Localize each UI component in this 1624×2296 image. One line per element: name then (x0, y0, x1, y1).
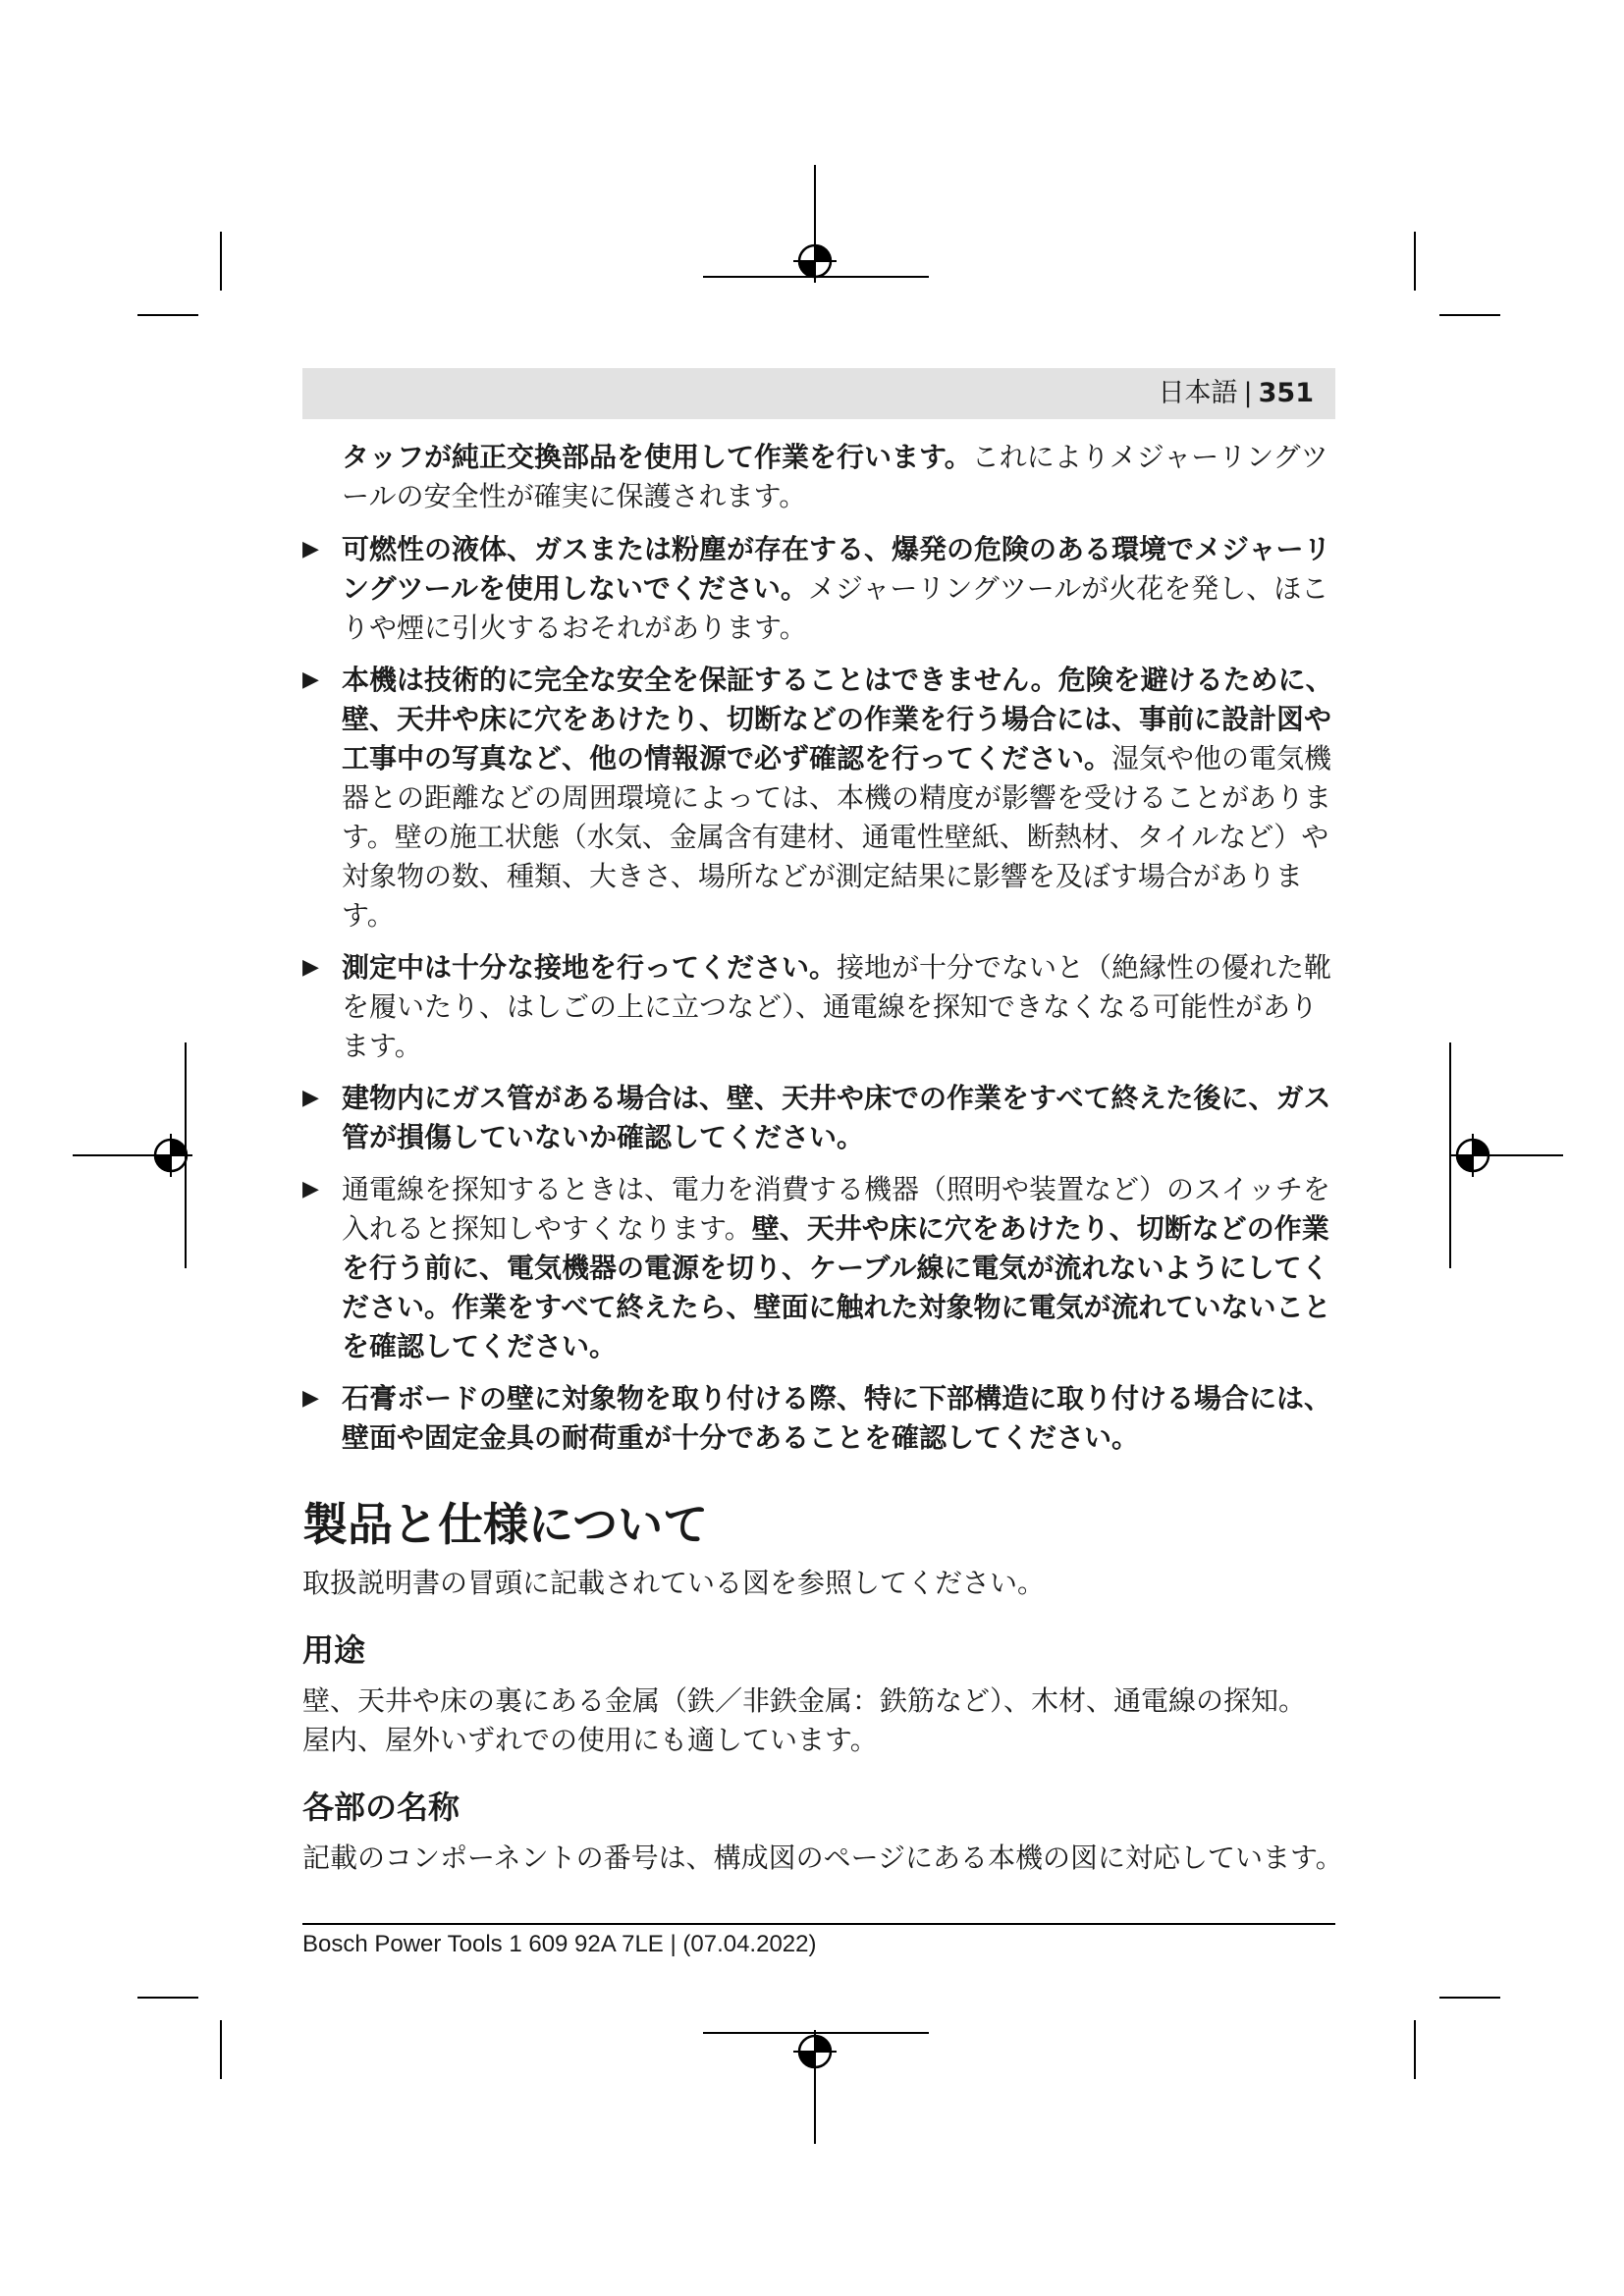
section-intro: 取扱説明書の冒頭に記載されている図を参照してください。 (302, 1567, 1046, 1599)
list-item (302, 530, 1343, 648)
footer-rule (302, 1923, 1335, 1925)
crop-line (220, 2020, 222, 2079)
crop-line (1414, 2020, 1416, 2079)
list-item (302, 1379, 1343, 1458)
bullet-arrow-icon: ▶ (302, 537, 319, 561)
parts-title: 各部の名称 (302, 1789, 460, 1826)
bullet-bold: 本機は技術的に完全な安全を保証することはできません。危険を避けるために、壁、天井や床に穴をあけたり、切断などの作業を行う場合には、事前に設計図や工事中の写真など、他の情報源で必ず確認を行ってください。 (342, 664, 1333, 774)
registration-mark-icon (149, 1134, 192, 1177)
bullet-arrow-icon: ▶ (302, 1177, 319, 1201)
bullet-text: 接地が十分でないと（絶縁性の優れた靴を履いたり、はしごの上に立つなど）、通電線を探知できなくなる可能性があります。 (342, 951, 1332, 1062)
list-item (302, 948, 1343, 1066)
bullet-bold: 可燃性の液体、ガスまたは粉塵が存在する、爆発の危険のある環境でメジャーリングツールを使用しないでください。 (342, 533, 1331, 605)
crop-line (137, 314, 198, 316)
bullet-bold: 壁、天井や床に穴をあけたり、切断などの作業を行う前に、電気機器の電源を切り、ケーブル線に電気が流れないようにしてください。作業をすべて終えたら、壁面に触れた対象物に電気が流れていないことを確認してください。 (342, 1212, 1331, 1362)
list-item (302, 1079, 1343, 1157)
usage-title: 用途 (302, 1631, 366, 1669)
bullet-text: メジャーリングツールが火花を発し、ほこりや煙に引火するおそれがあります。 (342, 572, 1329, 644)
header-language: 日本語 (1158, 378, 1238, 408)
intro-bold: タッフが純正交換部品を使用して作業を行います。 (342, 441, 972, 473)
bullet-bold: 測定中は十分な接地を行ってください。 (342, 951, 838, 984)
crop-line (1414, 232, 1416, 291)
bullet-bold: 建物内にガス管がある場合は、壁、天井や床での作業をすべて終えた後に、ガス管が損傷していないか確認してください。 (342, 1082, 1331, 1153)
bullet-bold: 石膏ボードの壁に対象物を取り付ける際、特に下部構造に取り付ける場合には、壁面や固定金具の耐荷重が十分であることを確認してください。 (342, 1382, 1332, 1454)
crop-line (220, 232, 222, 291)
safety-list (302, 530, 1343, 1458)
parts-text: 記載のコンポーネントの番号は、構成図のページにある本機の図に対応しています。 (302, 1842, 1343, 1874)
footer-text: Bosch Power Tools 1 609 92A 7LE | (07.04.2022) (302, 1931, 817, 1957)
usage-text-2: 屋内、屋外いずれでの使用にも適しています。 (302, 1724, 878, 1756)
header-text (1159, 377, 1314, 410)
page-header (302, 368, 1335, 419)
bullet-arrow-icon: ▶ (302, 1086, 319, 1110)
list-item (302, 1170, 1343, 1366)
crop-line (137, 1997, 198, 1999)
intro-paragraph (342, 438, 1343, 516)
usage-text-1: 壁、天井や床の裏にある金属（鉄／非鉄金属：鉄筋など）、木材、通電線の探知。 (302, 1684, 1307, 1717)
crop-line (1439, 1997, 1500, 1999)
registration-mark-icon (793, 2030, 837, 2073)
bullet-arrow-icon: ▶ (302, 667, 319, 692)
registration-mark-icon (1451, 1134, 1494, 1177)
list-item (302, 661, 1343, 935)
section-title: 製品と仕様について (302, 1498, 709, 1551)
page-content (302, 438, 1343, 1878)
crop-line (1439, 314, 1500, 316)
bullet-arrow-icon: ▶ (302, 955, 319, 980)
header-separator: | (1243, 378, 1253, 408)
page-number: 351 (1258, 378, 1314, 408)
bullet-arrow-icon: ▶ (302, 1386, 319, 1411)
bullet-text: 通電線を探知するときは、電力を消費する機器（照明や装置など）のスイッチを入れると探知しやすくなります。 (342, 1173, 1330, 1245)
intro-normal: これによりメジャーリングツールの安全性が確実に保護されます。 (342, 441, 1328, 512)
registration-mark-icon (793, 240, 837, 283)
bullet-text: 湿気や他の電気機器との距離などの周囲環境によっては、本機の精度が影響を受けることがあります。壁の施工状態（水気、金属含有建材、通電性壁紙、断熱材、タイルなど）や対象物の数、種類、大きさ、場所などが測定結果に影響を及ぼす場合があります。 (342, 742, 1332, 932)
